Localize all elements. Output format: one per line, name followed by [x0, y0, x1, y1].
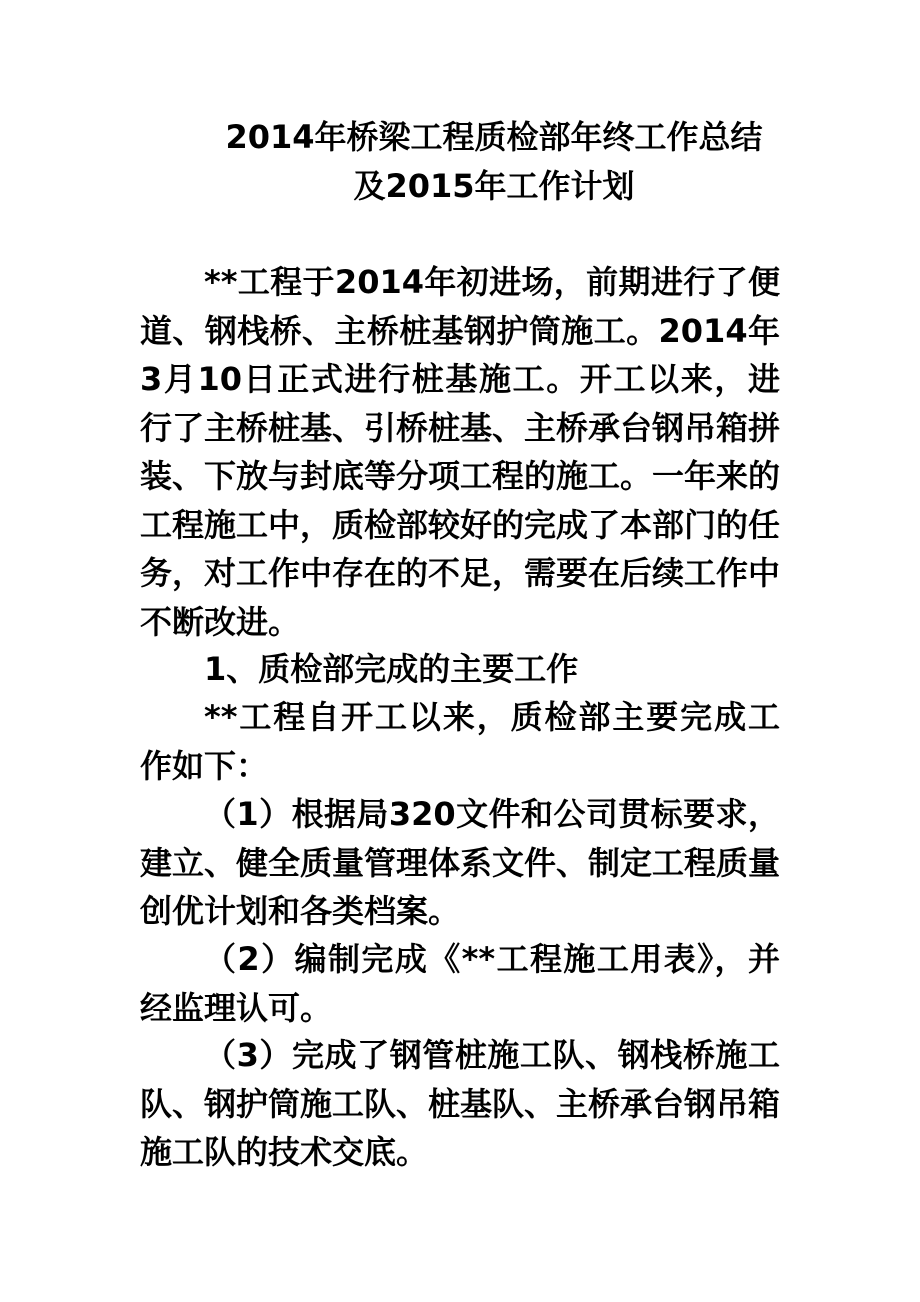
list-item-3: （3）完成了钢管桩施工队、钢栈桥施工队、钢护筒施工队、桩基队、主桥承台钢吊箱施工队的技术交底。	[140, 1036, 781, 1171]
section-1-intro: **工程自开工以来，质检部主要完成工作如下：	[140, 698, 780, 785]
document-title-line-2: 及2015年工作计划	[353, 167, 635, 205]
list-item-1: （1）根据局320文件和公司贯标要求，建立、健全质量管理体系文件、制定工程质量创优计划和各类档案。	[140, 795, 781, 930]
intro-paragraph: **工程于2014年初进场，前期进行了便道、钢栈桥、主桥桩基钢护筒施工。2014年3月10日正式进行桩基施工。开工以来，进行了主桥桩基、引桥桩基、主桥承台钢吊箱拼装、下放与封底等分项工程的施工。一年来的工程施工中，质检部较好的完成了本部门的任务，对工作中存在的不足，需要在后续工作中不断改进。	[140, 263, 781, 641]
document-title-line-1: 2014年桥梁工程质检部年终工作总结	[225, 118, 763, 156]
section-1-heading: 1、质检部完成的主要工作	[204, 650, 579, 688]
list-item-2: （2）编制完成《**工程施工用表》，并经监理认可。	[140, 940, 780, 1027]
